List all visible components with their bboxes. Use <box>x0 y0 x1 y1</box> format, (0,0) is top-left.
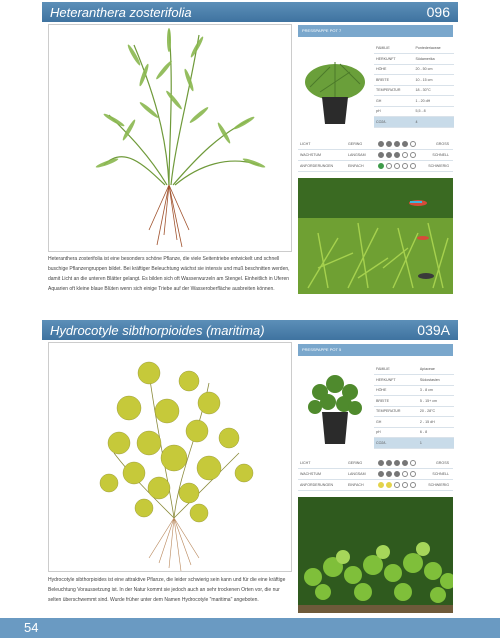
fact-value: 4 <box>413 117 454 128</box>
page-footer <box>0 618 500 638</box>
fact-row <box>374 375 454 386</box>
scale-high: SCHWIERIG <box>428 483 449 487</box>
fact-label: HÖHE <box>374 385 418 396</box>
scale-low: LANGSAM <box>348 472 366 476</box>
fact-label: GH <box>374 96 413 107</box>
fact-row <box>374 96 454 107</box>
scale-low: GERING <box>348 142 363 146</box>
fact-value: 2 - 15 dH <box>418 417 454 428</box>
rating-dot-icon <box>386 141 392 147</box>
fact-value: 10 - 15 cm <box>413 75 454 86</box>
fact-value: Südostasien <box>418 375 454 386</box>
fact-row <box>374 106 454 117</box>
rating-dot-icon <box>410 163 416 169</box>
fact-label: BREITE <box>374 75 413 86</box>
fact-value: 5 - 15+ cm <box>418 396 454 407</box>
scale-dots <box>378 152 426 158</box>
plant-number: 096 <box>426 4 450 20</box>
scale-high: GROSS <box>436 461 449 465</box>
fact-label: GH <box>374 417 418 428</box>
fact-label: HERKUNFT <box>374 54 413 65</box>
fact-label: pH <box>374 106 413 117</box>
fact-label: FAMILIE <box>374 43 413 54</box>
fact-label: TEMPERATUR <box>374 85 413 96</box>
plant-header <box>42 320 458 340</box>
fact-value: 5,5 - 8 <box>413 106 454 117</box>
scale-row <box>298 150 453 161</box>
fact-row <box>374 417 454 428</box>
scale-high: SCHNELL <box>432 153 449 157</box>
fact-value: 3 - 8 cm <box>418 385 454 396</box>
rating-dot-icon <box>394 482 400 488</box>
scale-dots <box>378 141 426 147</box>
plant-pot-photo <box>300 42 370 132</box>
fact-value: Südamerika <box>413 54 454 65</box>
rating-dot-icon <box>386 482 392 488</box>
plant-pot-photo <box>300 362 370 452</box>
fact-row <box>374 64 454 75</box>
plant-illustration <box>48 24 292 252</box>
scale-label: LICHT <box>300 461 311 465</box>
fact-label: BREITE <box>374 396 418 407</box>
rating-dot-icon <box>394 152 400 158</box>
scale-low: GERING <box>348 461 363 465</box>
plant-header <box>42 2 458 22</box>
rating-dot-icon <box>402 482 408 488</box>
fact-label: CO2/L <box>374 438 418 449</box>
rating-dot-icon <box>410 471 416 477</box>
rating-dot-icon <box>410 460 416 466</box>
fact-value: 20 - 50 cm <box>413 64 454 75</box>
plant-description: Hydrocotyle sibthorpioides ist eine attraktive Pflanze, die leider schwierig sein kann und für die eine kräftige Beleuchtung Voraussetzung ist. In der Natur kommt sie jedoch auch an sehr trockenen Orten vor, die nur selten überschwemmt sind. Wurde früher unter dem Namen Hydrocotyle "maritima" angeboten. <box>48 577 286 603</box>
rating-dot-icon <box>378 471 384 477</box>
rating-dot-icon <box>410 152 416 158</box>
plant-illustration <box>48 342 292 572</box>
fact-label: CO2/L <box>374 117 413 128</box>
rating-dot-icon <box>378 141 384 147</box>
fact-row <box>374 396 454 407</box>
facts-table <box>374 43 454 128</box>
rating-dot-icon <box>394 460 400 466</box>
scale-row <box>298 161 453 172</box>
fact-value: 6 - 8 <box>418 427 454 438</box>
rating-dot-icon <box>386 163 392 169</box>
fact-row <box>374 438 454 449</box>
rating-dot-icon <box>410 141 416 147</box>
fact-row <box>374 54 454 65</box>
rating-dot-icon <box>394 141 400 147</box>
group-bar: PRESSPAPPE POT 7 <box>298 25 453 37</box>
fact-row <box>374 406 454 417</box>
scale-high: SCHWIERIG <box>428 164 449 168</box>
fact-label: pH <box>374 427 418 438</box>
fact-value: 20 - 28°C <box>418 406 454 417</box>
scale-row <box>298 469 453 480</box>
scale-high: SCHNELL <box>432 472 449 476</box>
aquarium-photo <box>298 178 453 294</box>
scale-row <box>298 139 453 150</box>
aquarium-photo <box>298 497 453 613</box>
rating-dot-icon <box>378 460 384 466</box>
fact-label: HÖHE <box>374 64 413 75</box>
scale-row <box>298 458 453 469</box>
scale-label: WACHSTUM <box>300 153 322 157</box>
fact-row <box>374 43 454 54</box>
scale-low: EINFACH <box>348 483 364 487</box>
rating-dot-icon <box>386 152 392 158</box>
plant-description: Heteranthera zosterifolia ist eine besonders schöne Pflanze, die viele Seitentriebe entwickelt und schnell buschige Pflanzengruppen bildet. Bei kräftiger Beleuchtung wächst sie intensiv und muß beschnitten werden, damit Licht an die unteren Blätter gelangt. Es bilden sich oft Wasserwurzeln am Stengel. Einheitlich in Uferen Aquarien oft kleine blaue Blüten wenn sich einige Triebe auf der Wasseroberfläche ausbreiten können. <box>48 256 290 292</box>
fact-value: Apiaceae <box>418 364 454 375</box>
rating-dot-icon <box>378 152 384 158</box>
group-bar: PRESSPAPPE POT 5 <box>298 344 453 356</box>
fact-label: HERKUNFT <box>374 375 418 386</box>
scale-dots <box>378 460 426 466</box>
scale-table <box>298 458 453 491</box>
rating-dot-icon <box>402 152 408 158</box>
fact-value: Pontederiaceae <box>413 43 454 54</box>
fact-value: 1 <box>418 438 454 449</box>
rating-dot-icon <box>402 460 408 466</box>
rating-dot-icon <box>386 460 392 466</box>
scale-table <box>298 139 453 172</box>
scale-low: LANGSAM <box>348 153 366 157</box>
scale-label: ANFORDERUNGEN <box>300 483 334 487</box>
scale-low: EINFACH <box>348 164 364 168</box>
fact-row <box>374 385 454 396</box>
fact-label: TEMPERATUR <box>374 406 418 417</box>
rating-dot-icon <box>386 471 392 477</box>
page-number: 54 <box>24 620 39 635</box>
facts-table <box>374 364 454 449</box>
plant-name: Heteranthera zosterifolia <box>50 4 192 20</box>
fact-row <box>374 117 454 128</box>
rating-dot-icon <box>378 163 384 169</box>
fact-label: FAMILIE <box>374 364 418 375</box>
rating-dot-icon <box>410 482 416 488</box>
plant-name: Hydrocotyle sibthorpioides (maritima) <box>50 322 265 338</box>
scale-label: WACHSTUM <box>300 472 322 476</box>
rating-dot-icon <box>378 482 384 488</box>
scale-row <box>298 480 453 491</box>
scale-label: ANFORDERUNGEN <box>300 164 334 168</box>
rating-dot-icon <box>402 163 408 169</box>
rating-dot-icon <box>402 471 408 477</box>
plant-number: 039A <box>417 322 450 338</box>
rating-dot-icon <box>394 163 400 169</box>
fact-value: 1 - 20 dH <box>413 96 454 107</box>
rating-dot-icon <box>402 141 408 147</box>
scale-dots <box>378 163 426 169</box>
fact-row <box>374 427 454 438</box>
scale-label: LICHT <box>300 142 311 146</box>
scale-dots <box>378 471 426 477</box>
fact-row <box>374 364 454 375</box>
fact-row <box>374 75 454 86</box>
rating-dot-icon <box>394 471 400 477</box>
scale-high: GROSS <box>436 142 449 146</box>
fact-row <box>374 85 454 96</box>
scale-dots <box>378 482 426 488</box>
fact-value: 18 - 30°C <box>413 85 454 96</box>
